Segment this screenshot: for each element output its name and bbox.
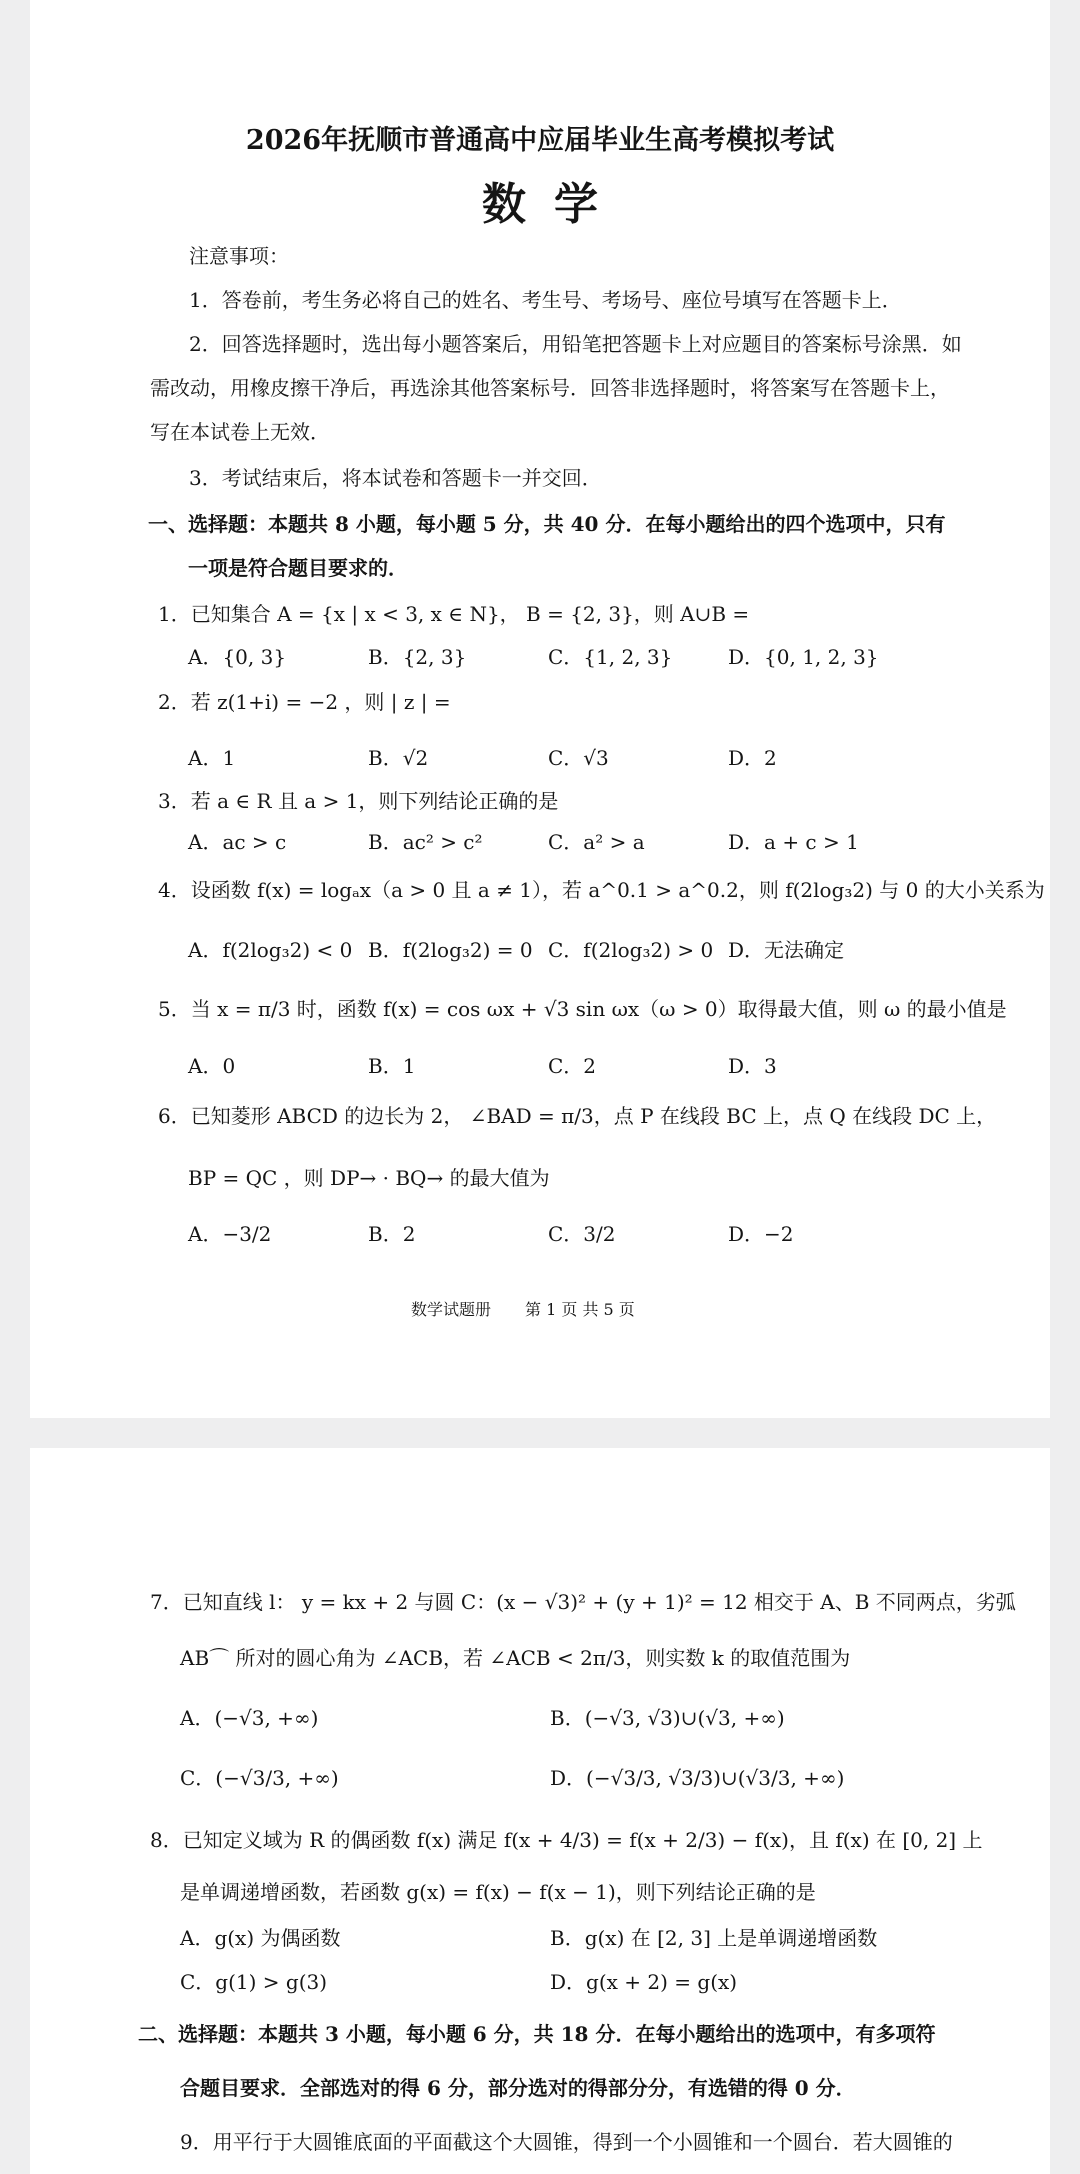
question-2-stem: 2．若 z(1+i) = −2 ，则 | z | = — [158, 690, 451, 714]
question-6-stem-cont: BP = QC ，则 DP→ · BQ→ 的最大值为 — [188, 1166, 550, 1190]
footer-booklet: 数学试题册 — [411, 1300, 492, 1319]
question-4-stem: 4．设函数 f(x) = logₐx（a > 0 且 a ≠ 1），若 a^0.1 > a^0.2，则 f(2log₃2) 与 0 的大小关系为 — [158, 878, 1045, 902]
notice-3: 3．考试结束后，将本试卷和答题卡一并交回． — [189, 466, 602, 490]
section1-heading-cont: 一项是符合题目要求的． — [188, 556, 408, 580]
question-3-option-a: A．ac > c — [188, 830, 287, 854]
question-7-option-a: A．(−√3, +∞) — [180, 1706, 319, 1730]
question-7-option-d: D．(−√3/3, √3/3)∪(√3/3, +∞) — [550, 1766, 845, 1790]
question-8-stem-cont: 是单调递增函数，若函数 g(x) = f(x) − f(x − 1)，则下列结论正确的是 — [180, 1880, 816, 1904]
question-1-option-a: A．{0, 3} — [188, 645, 287, 669]
notice-2-end: 写在本试卷上无效． — [150, 420, 330, 444]
question-3-option-c: C．a² > a — [548, 830, 645, 854]
question-9-stem: 9．用平行于大圆锥底面的平面截这个大圆锥，得到一个小圆锥和一个圆台．若大圆锥的 — [180, 2130, 953, 2154]
question-2-option-b: B．√2 — [368, 746, 429, 770]
question-7-option-c: C．(−√3/3, +∞) — [180, 1766, 339, 1790]
section2-heading: 二、选择题：本题共 3 小题，每小题 6 分，共 18 分．在每小题给出的选项中，有多项符 — [138, 2022, 936, 2046]
question-5-option-a: A．0 — [188, 1054, 236, 1078]
question-8-option-d: D．g(x + 2) = g(x) — [550, 1970, 738, 1994]
question-1-stem: 1．已知集合 A = {x | x < 3, x ∈ N}， B = {2, 3}，则 A∪B = — [158, 602, 750, 626]
section1-heading: 一、选择题：本题共 8 小题，每小题 5 分，共 40 分．在每小题给出的四个选项中，只有 — [148, 512, 946, 536]
notice-1: 1．答卷前，考生务必将自己的姓名、考生号、考场号、座位号填写在答题卡上． — [189, 288, 902, 312]
question-4-option-b: B．f(2log₃2) = 0 — [368, 938, 533, 962]
question-1-option-b: B．{2, 3} — [368, 645, 467, 669]
notice-2: 2．回答选择题时，选出每小题答案后，用铅笔把答题卡上对应题目的答案标号涂黑．如 — [189, 332, 962, 356]
question-1-option-c: C．{1, 2, 3} — [548, 645, 673, 669]
exam-subject: 数学 — [482, 179, 626, 230]
question-8-option-a: A．g(x) 为偶函数 — [180, 1926, 341, 1950]
question-4-option-c: C．f(2log₃2) > 0 — [548, 938, 714, 962]
question-6-option-b: B．2 — [368, 1222, 416, 1246]
question-2-option-d: D．2 — [728, 746, 777, 770]
question-5-stem: 5．当 x = π/3 时，函数 f(x) = cos ωx + √3 sin ωx（ω > 0）取得最大值，则 ω 的最小值是 — [158, 997, 1007, 1021]
question-6-option-c: C．3/2 — [548, 1222, 616, 1246]
footer-page-number: 第 1 页 共 5 页 — [525, 1300, 635, 1319]
exam-page-2 — [30, 1448, 1050, 2174]
question-7-option-b: B．(−√3, √3)∪(√3, +∞) — [550, 1706, 785, 1730]
question-1-option-d: D．{0, 1, 2, 3} — [728, 645, 879, 669]
question-2-option-c: C．√3 — [548, 746, 609, 770]
question-6-stem: 6．已知菱形 ABCD 的边长为 2， ∠BAD = π/3，点 P 在线段 BC 上，点 Q 在线段 DC 上， — [158, 1104, 997, 1128]
question-3-option-b: B．ac² > c² — [368, 830, 483, 854]
page-footer — [411, 1297, 635, 1320]
notice-2-cont: 需改动，用橡皮擦干净后，再选涂其他答案标号．回答非选择题时，将答案写在答题卡上， — [150, 376, 950, 400]
question-2-option-a: A．1 — [188, 746, 236, 770]
question-7-stem-cont: AB⌒ 所对的圆心角为 ∠ACB，若 ∠ACB < 2π/3，则实数 k 的取值范围为 — [180, 1646, 851, 1670]
question-8-stem: 8．已知定义域为 R 的偶函数 f(x) 满足 f(x + 4/3) = f(x + 2/3) − f(x)，且 f(x) 在 [0, 2] 上 — [150, 1828, 983, 1852]
exam-page-1 — [30, 0, 1050, 1418]
question-3-option-d: D．a + c > 1 — [728, 830, 859, 854]
question-6-option-a: A．−3/2 — [188, 1222, 272, 1246]
question-3-stem: 3．若 a ∈ R 且 a > 1，则下列结论正确的是 — [158, 789, 559, 813]
section2-heading-cont: 合题目要求．全部选对的得 6 分，部分选对的得部分分，有选错的得 0 分． — [180, 2076, 856, 2100]
question-5-option-b: B．1 — [368, 1054, 416, 1078]
question-4-option-d: D．无法确定 — [728, 938, 845, 962]
question-8-option-b: B．g(x) 在 [2, 3] 上是单调递增函数 — [550, 1926, 878, 1950]
question-5-option-d: D．3 — [728, 1054, 777, 1078]
exam-title: 2026年抚顺市普通高中应届毕业生高考模拟考试 — [245, 125, 835, 156]
notice-heading: 注意事项： — [189, 244, 289, 268]
question-8-option-c: C．g(1) > g(3) — [180, 1970, 328, 1994]
question-6-option-d: D．−2 — [728, 1222, 794, 1246]
question-4-option-a: A．f(2log₃2) < 0 — [188, 938, 353, 962]
question-7-stem: 7．已知直线 l： y = kx + 2 与圆 C：(x − √3)² + (y + 1)² = 12 相交于 A、B 不同两点，劣弧 — [150, 1590, 1016, 1614]
question-5-option-c: C．2 — [548, 1054, 597, 1078]
